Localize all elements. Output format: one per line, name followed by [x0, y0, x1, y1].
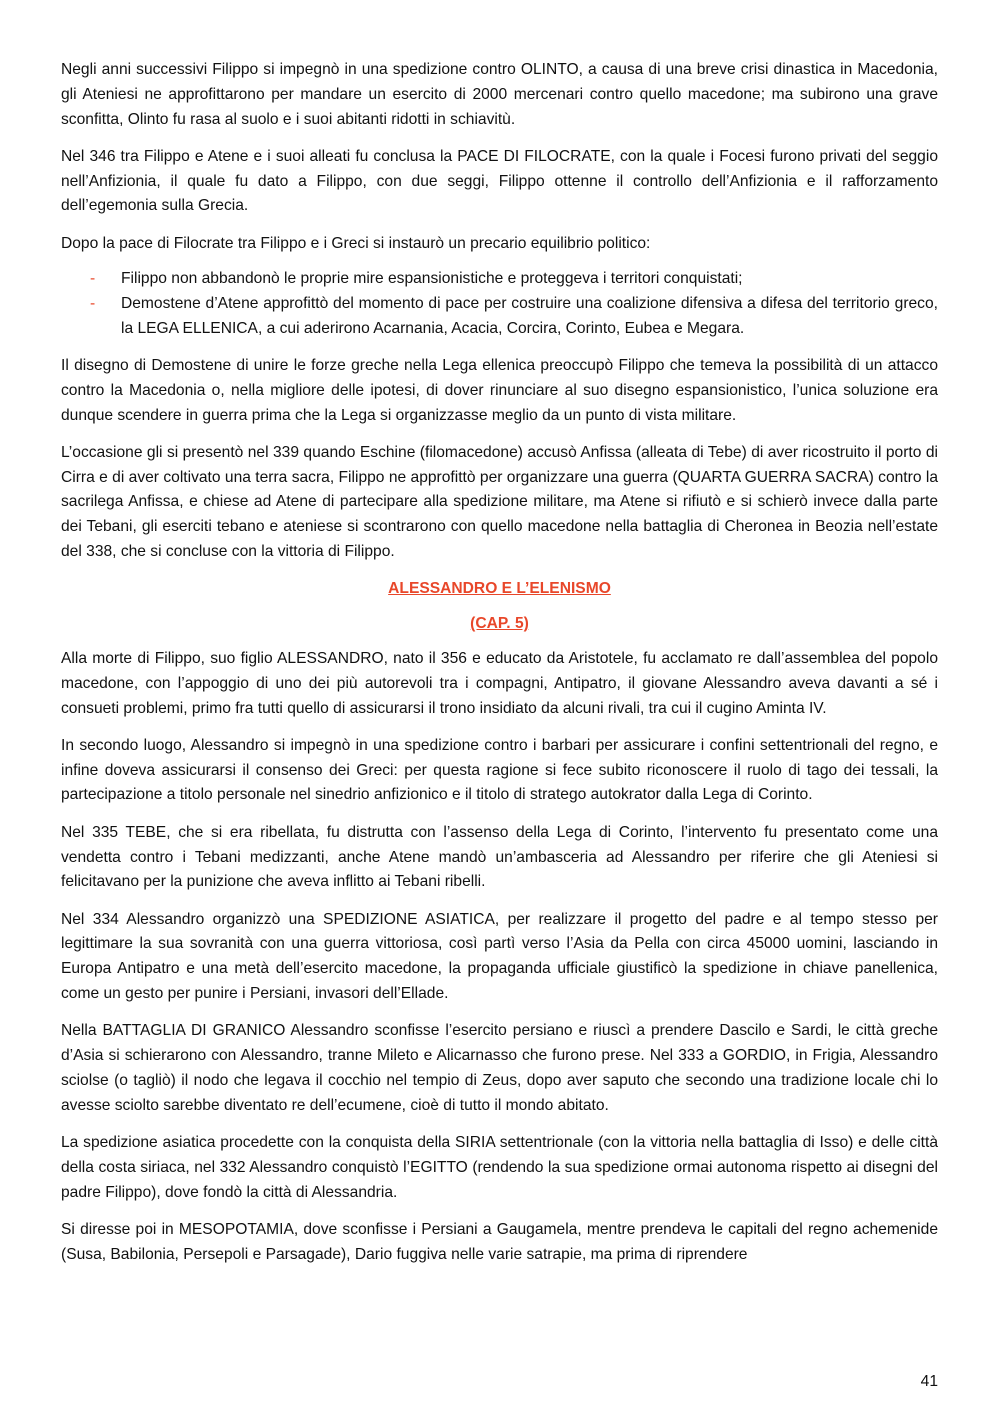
page-number: 41 [920, 1373, 938, 1390]
paragraph-mesopotamia: Si diresse poi in MESOPOTAMIA, dove sconfisse i Persiani a Gaugamela, mentre prendeva le capitali del regno achemenide (Susa, Babilonia, Persepoli e Parsagade), Dario fuggiva nelle varie satrapie, ma prima di riprendere [61, 1220, 938, 1263]
dash-bullet-icon: - [90, 294, 96, 312]
paragraph-demostene: Il disegno di Demostene di unire le forze greche nella Lega ellenica preoccupò Filippo che temeva la possibilità di un attacco contro la Macedonia o, nella migliore delle ipotesi, di dover rinunciare al suo disegno espansionistico, l’unica soluzione era dunque scendere in guerra prima che la Lega si organizzasse meglio da un punto di vista militare. [61, 356, 938, 424]
paragraph-morte-filippo: Alla morte di Filippo, suo figlio ALESSANDRO, nato il 356 e educato da Aristotele, fu acclamato re dall’assemblea del popolo macedone, con l’appoggio di uno dei più autorevoli tra i compagni, Antipatro, il giovane Alessandro aveva davanti a sé i consueti problemi, primo fra tutti quello di assicurarsi il trono insidiato da alcuni rivali, tra cui il cugino Aminta IV. [61, 649, 938, 717]
document-page [61, 58, 938, 1280]
paragraph-granico: Nella BATTAGLIA DI GRANICO Alessandro sconfisse l’esercito persiano e riuscì a prendere Dascilo e Sardi, le città greche d’Asia si schierarono con Alessandro, tranne Mileto e Alicarnasso che furono prese. Nel 333 a GORDIO, in Frigia, Alessandro sciolse (o tagliò) il nodo che legava il cocchio nel tempio di Zeus, dopo aver saputo che secondo una tradizione locale chi lo avesse sciolto sarebbe diventato re dell’ecumene, cioè di tutto il mondo abitato. [61, 1022, 938, 1114]
paragraph-cheronea: L’occasione gli si presentò nel 339 quando Eschine (filomacedone) accusò Anfissa (alleata di Tebe) di aver ricostruito il porto di Cirra e di aver coltivato una terra sacra, Filippo ne approfittò per organizzare una guerra (QUARTA GUERRA SACRA) contro la sacrilega Anfissa, e chiese ad Atene di partecipare alla spedizione militare, ma Atene si rifiutò e si schierò invece dalla parte dei Tebani, gli eserciti tebano e ateniese si scontrarono con quello macedone nella battaglia di Cheronea in Beozia nell’estate del 338, che si concluse con la vittoria di Filippo. [61, 443, 938, 561]
paragraph-olinto: Negli anni successivi Filippo si impegnò in una spedizione contro OLINTO, a causa di una breve crisi dinastica in Macedonia, gli Ateniesi ne approfittarono per mandare un esercito di 2000 mercenari contro quello macedone; ma subirono una grave sconfitta, Olinto fu rasa al suolo e i suoi abitanti ridotti in schiavitù. [61, 61, 938, 128]
list-item-text: Demostene d’Atene approfittò del momento di pace per costruire una coalizione difensiva a difesa del territorio greco, la LEGA ELLENICA, a cui aderirono Acarnania, Acacia, Corcira, Corinto, Eubea e Megara. [121, 294, 938, 337]
paragraph-siria-egitto: La spedizione asiatica procedette con la conquista della SIRIA settentrionale (con la vittoria nella battaglia di Isso) e delle città della costa siriaca, nel 332 Alessandro conquistò l’EGITTO (rendendo la sua spedizione ormai autonoma rispetto ai disegni del padre Filippo), dove fondò la città di Alessandria. [61, 1133, 938, 1201]
dash-bullet-icon: - [90, 270, 96, 288]
bullet-list [61, 267, 938, 341]
list-item [61, 267, 938, 292]
paragraph-barbari: In secondo luogo, Alessandro si impegnò in una spedizione contro i barbari per assicurare i confini settentrionali del regno, e infine doveva assicurarsi il consenso dei Greci: per questa ragione si fece subito riconoscere il ruolo di tago dei tessali, la partecipazione a titolo personale nel sinedrio anfizionico e il titolo di stratego autokrator dalla Lega di Corinto. [61, 736, 938, 804]
list-item-text: Filippo non abbandonò le proprie mire espansionistiche e proteggeva i territori conquistati; [121, 270, 743, 288]
paragraph-spedizione-asiatica: Nel 334 Alessandro organizzò una SPEDIZIONE ASIATICA, per realizzare il progetto del padre e al tempo stesso per legittimare la sua sovranità con una guerra vittoriosa, così partì verso l’Asia da Pella con circa 45000 uomini, lasciando in Europa Antipatro e una metà dell’esercito macedone, la propaganda ufficiale giustificò la spedizione in chiave panellenica, come un gesto per punire i Persiani, invasori dell’Ellade. [61, 910, 938, 1002]
paragraph-pace-filocrate: Nel 346 tra Filippo e Atene e i suoi alleati fu conclusa la PACE DI FILOCRATE, con la quale i Focesi furono privati del seggio nell’Anfizionia, il quale fu dato a Filippo, con due seggi, Filippo ottenne il controllo dell’Anfizionia e il rafforzamento dell’egemonia sulla Grecia. [61, 147, 938, 215]
paragraph-equilibrio: Dopo la pace di Filocrate tra Filippo e i Greci si instaurò un precario equilibrio politico: [61, 234, 651, 252]
section-subheading: (CAP. 5) [470, 615, 529, 633]
section-heading: ALESSANDRO E L’ELENISMO [388, 580, 611, 598]
list-item [61, 292, 938, 342]
paragraph-tebe: Nel 335 TEBE, che si era ribellata, fu distrutta con l’assenso della Lega di Corinto, l’intervento fu presentato come una vendetta contro i Tebani medizzanti, anche Atene mandò un’ambasceria ad Alessandro per riferire che gli Ateniesi si felicitavano per la punizione che aveva inflitto ai Tebani ribelli. [61, 823, 938, 891]
